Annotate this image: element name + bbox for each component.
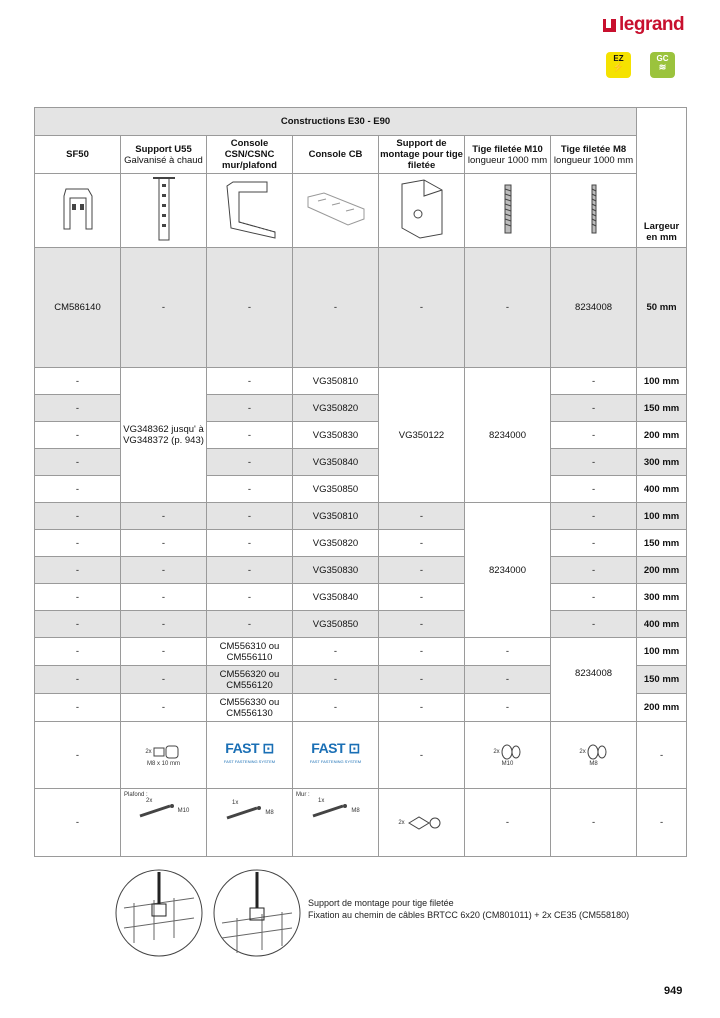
cell-m8: - xyxy=(551,422,637,449)
clamp-icon xyxy=(405,813,445,833)
cell-u55: - xyxy=(121,611,207,638)
cell-width: 200 mm xyxy=(637,422,687,449)
cell-width: - xyxy=(637,722,687,789)
cell-m10: - xyxy=(465,694,551,722)
cell-sf50: - xyxy=(35,368,121,395)
cell-csn: - xyxy=(207,395,293,422)
table-title: Constructions E30 - E90 xyxy=(35,108,637,136)
cell-cb: VG350840 xyxy=(293,584,379,611)
cell-sf50: CM586140 xyxy=(35,248,121,368)
cell-support: - xyxy=(379,666,465,694)
cell-support: - xyxy=(379,584,465,611)
cell-m10: - xyxy=(465,248,551,368)
cell-width: 300 mm xyxy=(637,584,687,611)
col-console-csn: Console CSN/CSNC mur/plafond xyxy=(207,136,293,174)
cell-u55: - xyxy=(121,694,207,722)
console-csn-image xyxy=(207,174,293,248)
table-row xyxy=(35,611,687,638)
cell-cb: - xyxy=(293,666,379,694)
cell-sf50: - xyxy=(35,722,121,789)
cell-width: 400 mm xyxy=(637,611,687,638)
tige-m8-image xyxy=(551,174,637,248)
cell-csn: - xyxy=(207,503,293,530)
cell-sf50: - xyxy=(35,789,121,857)
gc-badge xyxy=(650,52,675,78)
cell-csn: - xyxy=(207,248,293,368)
cell-m10: - xyxy=(465,789,551,857)
anchor-m10-cell: Plafond : 2x M10 xyxy=(121,789,207,857)
cell-support: - xyxy=(379,248,465,368)
cell-support: - xyxy=(379,694,465,722)
cell-m8: - xyxy=(551,611,637,638)
cell-m8: - xyxy=(551,530,637,557)
cell-sf50: - xyxy=(35,476,121,503)
anchor-m8-cell: 1x M8 xyxy=(207,789,293,857)
cell-support: - xyxy=(379,503,465,530)
width-header: Largeur en mm xyxy=(637,108,687,248)
cell-cb: - xyxy=(293,638,379,666)
cell-m8: 8234008 xyxy=(551,248,637,368)
table-row xyxy=(35,530,687,557)
console-cb-image xyxy=(293,174,379,248)
cell-csn: CM556320 ou CM556120 xyxy=(207,666,293,694)
clamp-cell: 2x xyxy=(379,789,465,857)
nut-m10-cell: 2x M10 xyxy=(465,722,551,789)
cell-support-merged: VG350122 xyxy=(379,368,465,503)
cell-width: 100 mm xyxy=(637,503,687,530)
accessory-row xyxy=(35,722,687,789)
cell-support: - xyxy=(379,722,465,789)
cell-sf50: - xyxy=(35,666,121,694)
cell-u55: - xyxy=(121,557,207,584)
cell-m8: - xyxy=(551,557,637,584)
cell-support: - xyxy=(379,530,465,557)
accessory-row xyxy=(35,789,687,857)
cell-csn: - xyxy=(207,368,293,395)
page-number: 949 xyxy=(664,985,683,997)
cell-cb: VG350810 xyxy=(293,503,379,530)
cell-csn: CM556310 ou CM556110 xyxy=(207,638,293,666)
cell-u55: - xyxy=(121,584,207,611)
cell-width: - xyxy=(637,789,687,857)
col-sf50: SF50 xyxy=(35,136,121,174)
figure-caption xyxy=(308,897,629,921)
cell-sf50: - xyxy=(35,503,121,530)
support-montage-image xyxy=(379,174,465,248)
cell-u55-merged: VG348362 jusqu' à VG348372 (p. 943) xyxy=(121,368,207,503)
table-row xyxy=(35,368,687,395)
cell-sf50: - xyxy=(35,611,121,638)
cell-csn: - xyxy=(207,530,293,557)
nut-icon xyxy=(586,743,608,761)
cell-sf50: - xyxy=(35,694,121,722)
cell-sf50: - xyxy=(35,422,121,449)
cell-u55: - xyxy=(121,530,207,557)
cell-csn: - xyxy=(207,584,293,611)
cell-cb: VG350850 xyxy=(293,476,379,503)
cell-m10: - xyxy=(465,666,551,694)
cell-support: - xyxy=(379,611,465,638)
legrand-logo-text: legrand xyxy=(619,14,685,35)
cell-width: 200 mm xyxy=(637,557,687,584)
sf50-image xyxy=(35,174,121,248)
cell-m8: - xyxy=(551,584,637,611)
cell-cb: - xyxy=(293,248,379,368)
legrand-logo xyxy=(603,14,684,36)
col-support-u55: Support U55 Galvanisé à chaud xyxy=(121,136,207,174)
cell-cb: VG350810 xyxy=(293,368,379,395)
anchor-wall-cell: Mur : 1x M8 xyxy=(293,789,379,857)
cell-m8: - xyxy=(551,449,637,476)
caption-line-2: Fixation au chemin de câbles BRTCC 6x20 (CM801011) + 2x CE35 (CM558180) xyxy=(308,910,630,920)
product-table xyxy=(34,107,687,857)
cell-sf50: - xyxy=(35,584,121,611)
cell-m10-merged: 8234000 xyxy=(465,503,551,638)
cell-sf50: - xyxy=(35,530,121,557)
anchor-bolt-icon xyxy=(311,804,351,818)
support-u55-image xyxy=(121,174,207,248)
cell-support: - xyxy=(379,557,465,584)
cell-width: 150 mm xyxy=(637,395,687,422)
cell-m10: - xyxy=(465,638,551,666)
cell-csn: - xyxy=(207,449,293,476)
cell-cb: VG350820 xyxy=(293,530,379,557)
table-row xyxy=(35,638,687,666)
cell-cb: VG350850 xyxy=(293,611,379,638)
cell-width: 200 mm xyxy=(637,694,687,722)
caption-line-1: Support de montage pour tige filetée xyxy=(308,898,454,908)
nut-m8-cell: 2x M8 xyxy=(551,722,637,789)
cell-csn: - xyxy=(207,476,293,503)
mounting-detail-illustration-1 xyxy=(114,868,204,958)
col-support-montage: Support de montage pour tige filetée xyxy=(379,136,465,174)
fast-logo-cell: FAST ⊡ FAST FASTENING SYSTEM xyxy=(207,722,293,789)
cell-u55: - xyxy=(121,503,207,530)
tige-m10-image xyxy=(465,174,551,248)
cell-m8: - xyxy=(551,503,637,530)
cell-width: 400 mm xyxy=(637,476,687,503)
cell-width: 150 mm xyxy=(637,666,687,694)
cell-width: 100 mm xyxy=(637,368,687,395)
cell-m8-merged: 8234008 xyxy=(551,638,637,722)
cell-u55: - xyxy=(121,248,207,368)
cell-csn: - xyxy=(207,557,293,584)
col-tige-m10: Tige filetée M10 longueur 1000 mm xyxy=(465,136,551,174)
table-row xyxy=(35,584,687,611)
table-row xyxy=(35,557,687,584)
cell-support: - xyxy=(379,638,465,666)
lightning-icon: ⚡ xyxy=(612,62,625,72)
cell-width: 300 mm xyxy=(637,449,687,476)
col-tige-m8: Tige filetée M8 longueur 1000 mm xyxy=(551,136,637,174)
gc-badge-label: GC xyxy=(656,54,669,63)
cell-u55: - xyxy=(121,638,207,666)
screw-kit-cell: 2x M8 x 10 mm xyxy=(121,722,207,789)
mounting-detail-illustration-2 xyxy=(212,868,302,958)
cell-csn: - xyxy=(207,422,293,449)
anchor-bolt-icon xyxy=(138,804,178,818)
nut-icon xyxy=(500,743,522,761)
cell-cb: VG350840 xyxy=(293,449,379,476)
cell-sf50: - xyxy=(35,449,121,476)
cell-cb: VG350820 xyxy=(293,395,379,422)
cell-sf50: - xyxy=(35,557,121,584)
cell-csn: - xyxy=(207,611,293,638)
fast-logo-cell: FAST ⊡ FAST FASTENING SYSTEM xyxy=(293,722,379,789)
anchor-bolt-icon xyxy=(225,806,265,820)
ez-badge-label: EZ xyxy=(613,54,624,63)
cell-m8: - xyxy=(551,789,637,857)
cell-sf50: - xyxy=(35,638,121,666)
cell-m10-merged: 8234000 xyxy=(465,368,551,503)
flame-icon: ≋ xyxy=(658,62,667,72)
cell-cb: - xyxy=(293,694,379,722)
cell-csn: CM556330 ou CM556130 xyxy=(207,694,293,722)
table-row xyxy=(35,503,687,530)
cell-width: 150 mm xyxy=(637,530,687,557)
ez-badge xyxy=(606,52,631,78)
cell-m8: - xyxy=(551,395,637,422)
cell-m8: - xyxy=(551,368,637,395)
table-row xyxy=(35,248,687,368)
screw-nut-icon xyxy=(152,743,182,761)
cell-cb: VG350830 xyxy=(293,557,379,584)
legrand-logo-mark xyxy=(603,19,616,32)
cell-width: 50 mm xyxy=(637,248,687,368)
cell-u55: - xyxy=(121,666,207,694)
col-console-cb: Console CB xyxy=(293,136,379,174)
cell-sf50: - xyxy=(35,395,121,422)
cell-m8: - xyxy=(551,476,637,503)
cell-cb: VG350830 xyxy=(293,422,379,449)
cell-width: 100 mm xyxy=(637,638,687,666)
